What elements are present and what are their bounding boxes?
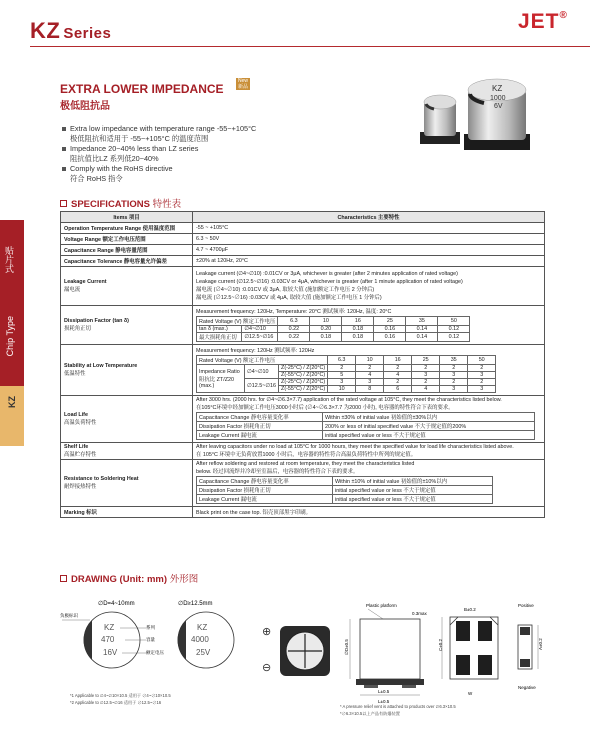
row-value (193, 396, 545, 443)
load-life-text: After 3000 hrs. (2000 hrs. for ∅4~∅6.3×7.7) application of the rated voltage at 105°C, they meet the characteristics listed below. (196, 397, 502, 403)
stability-cell: 4 (356, 372, 384, 379)
table-header-row (61, 212, 545, 223)
df-subtable (196, 316, 470, 342)
side-tab-chip-cn: 贴片式 (4, 246, 14, 273)
table-row (61, 223, 545, 234)
df-cell: 0.18 (342, 326, 374, 333)
leakage-line: Leakage current (∅12.5~∅16) :0.03CV or 4μA, whichever is greater (after 1 minute application of rated voltage) (196, 279, 463, 285)
cap1-voltage: 16V (103, 648, 118, 657)
load-life-cell: Dissipation Factor 损耗角正切 (197, 422, 323, 431)
stability-cell: 10 (328, 386, 356, 393)
dim-label: ∅D±0.5 (344, 639, 349, 655)
svg-text:1000: 1000 (490, 95, 506, 102)
spec-table (60, 211, 545, 518)
shelf-life-text-cn: 在 105°C 环境中无负荷放置1000 小时后，电容器的特性符合高温负荷特性中所列的规定值。 (196, 452, 417, 458)
row-key-cn: 漏电流 (64, 287, 81, 293)
marking-drawing (60, 595, 250, 705)
note-right: *∅6.3×10.5以上产品有防爆装置 (340, 711, 400, 716)
row-key-en: Stability at Low Temperature (64, 363, 138, 369)
load-life-cell: Leakage Current 漏电流 (197, 431, 323, 440)
series-code: KZ (30, 18, 61, 43)
df-cell: 0.12 (438, 326, 470, 333)
impedance-ratio-label: Impedance Ratio 阻抗比 ZT/Z20 (max.) (197, 365, 245, 393)
df-cell: 0.18 (310, 333, 342, 342)
table-row (61, 460, 545, 507)
side-tab-code-label: KZ (7, 396, 17, 408)
table-row (61, 443, 545, 460)
bullet-item: Comply with the RoHS directive (60, 164, 256, 174)
df-head-row (197, 317, 470, 326)
df-conditions: Measurement frequency: 120Hz, Temperature: 20°C 测试频率: 120Hz, 温度: 20°C (196, 309, 392, 315)
load-life-row (197, 422, 535, 431)
df-cell: 0.14 (406, 326, 438, 333)
df-row (197, 326, 470, 333)
leakage-line: Leakage current (∅4~∅10) :0.01CV or 3μA, whichever is greater (after 2 minutes application of rated voltage) (196, 271, 458, 277)
load-life-cell: Capacitance Change 静电容量变化率 (197, 413, 323, 422)
size-group: ∅12.5~∅16 (245, 379, 279, 393)
row-key (61, 345, 193, 396)
dim-label: L±0.5 (378, 699, 390, 704)
row-key: Capacitance Range 静电容量范围 (61, 245, 193, 256)
note-left: *2 Applicable to ∅12.5~∅16 适用于 ∅12.5~∅16 (70, 700, 162, 705)
df-head-cell: 16 (342, 317, 374, 326)
stability-head-cell: 6.3 (328, 356, 356, 365)
load-life-cell: Within ±30% of initial value 初始值的±30%以内 (323, 413, 535, 422)
solder-row (197, 477, 493, 486)
pad (478, 621, 492, 641)
df-cell: tan δ (max.) (197, 326, 242, 333)
table-row (61, 245, 545, 256)
table-row (61, 396, 545, 443)
stability-cell: 3 (468, 386, 496, 393)
note-left: *1 Applicable to ∅4~∅10×10.5 适用于 ∅4~∅10×10.5 (70, 693, 171, 698)
row-key (61, 460, 193, 507)
row-value: Black print on the case top. 铝壳顶部黑字印刷。 (193, 507, 545, 518)
bullet-item-cn: 符合 RoHS 指令 (70, 174, 123, 183)
series-title (30, 18, 111, 44)
capacitor-large-image (464, 79, 530, 150)
capacitor-small-image (420, 95, 460, 144)
cap1-capacitance: 470 (101, 635, 115, 644)
shelf-life-text: After leaving capacitors under no load at 105°C for 1000 hours, they meet the specified value for load life characteristics listed above. (196, 444, 514, 450)
cap2-capacitance: 4000 (191, 635, 209, 644)
stability-cell: Z(-55°C) / Z(20°C) (279, 386, 328, 393)
cap1-negative-mark (84, 620, 92, 660)
stability-cell: 2 (384, 379, 412, 386)
callout-capacitance: 容量 (146, 637, 155, 642)
specifications-title: SPECIFICATIONS (71, 199, 150, 210)
checkbox-square-icon (60, 200, 67, 207)
cap2-series: KZ (197, 623, 208, 632)
stability-head-row (197, 356, 496, 365)
table-row (61, 345, 545, 396)
callout-series: 系列 (146, 625, 155, 630)
bullet-item-cn: 极低阻抗和适用于 -55~+105°C 的温度范围 (70, 134, 209, 143)
bullet-item-cn: 阻抗值比LZ 系列低20~40% (70, 154, 159, 163)
bullet-item: Extra low impedance with temperature range -55~+105°C (60, 124, 256, 134)
stability-head-cell: 50 (468, 356, 496, 365)
note-right: * A pressure relief vent is attached to products over ∅6.3×10.5 (340, 704, 456, 709)
row-key: Voltage Range 额定工作电压范围 (61, 234, 193, 245)
callout-voltage: 额定电压 (146, 650, 164, 655)
dim-label: A±0.2 (538, 638, 543, 650)
product-photo (412, 72, 552, 162)
stability-cell: 3 (356, 379, 384, 386)
specifications-heading (60, 196, 181, 210)
stability-subtable (196, 355, 496, 393)
svg-text:6V: 6V (494, 103, 503, 110)
stability-head-cell: 25 (412, 356, 440, 365)
drawing-title-cn: 外形图 (169, 574, 199, 585)
solder-row (197, 495, 493, 504)
dim-label: W (468, 691, 473, 696)
row-key: Marking 标识 (61, 507, 193, 518)
stability-cell: 3 (440, 386, 468, 393)
solder-cell: Leakage Current 漏电流 (197, 495, 333, 504)
series-word: Series (63, 25, 112, 42)
side-tab-chip-en: Chip Type (5, 316, 15, 357)
cap2-voltage: 25V (196, 648, 211, 657)
top-view-drawing (258, 612, 338, 692)
load-life-cell: initial specified value or less 不大于规定值 (323, 431, 535, 440)
dim-label: B±0.2 (464, 607, 476, 612)
df-row (197, 333, 470, 342)
polarity-drawing (518, 603, 543, 690)
stability-cell: 8 (356, 386, 384, 393)
negative-label: Negative (518, 685, 536, 690)
stability-head-cell: 10 (356, 356, 384, 365)
positive-label: Positive (518, 603, 534, 608)
table-row (61, 306, 545, 345)
df-cell: 0.22 (278, 326, 310, 333)
solder-row (197, 486, 493, 495)
solder-cell: initial specified value or less 不大于规定值 (333, 486, 493, 495)
stability-cell: 2 (440, 379, 468, 386)
stability-cell: 2 (356, 365, 384, 372)
row-value: -55 ~ +105°C (193, 223, 545, 234)
specifications-title-cn: 特性表 (152, 199, 182, 210)
leakage-line: 漏电流 (∅4~∅10) :0.01CV 或 3μA, 取较大值 (施加额定工作电压 2 分钟后) (196, 287, 375, 293)
table-row (61, 267, 545, 306)
df-cell: 0.22 (278, 333, 310, 342)
table-row (61, 234, 545, 245)
row-key-en: Resistance to Soldering Heat (64, 476, 139, 482)
header-characteristics: Characteristics 主要特性 (193, 212, 545, 223)
df-head-cell: 25 (374, 317, 406, 326)
row-key-en: Dissipation Factor (tan δ) (64, 318, 129, 324)
row-key: Capacitance Tolerance 静电容量允许偏差 (61, 256, 193, 267)
dimension-drawing (338, 595, 583, 725)
dim-label: L±0.5 (378, 689, 390, 694)
row-key-cn: 高温负荷特性 (64, 420, 97, 426)
feature-title: EXTRA LOWER IMPEDANCE (60, 82, 224, 96)
side-tab-code (0, 386, 24, 446)
stability-head-cell: Rated Voltage (V) 额定工作电压 (197, 356, 328, 365)
header-items: Items 项目 (61, 212, 193, 223)
df-cell: 0.20 (310, 326, 342, 333)
stability-row (197, 365, 496, 372)
pad (456, 655, 470, 675)
df-cell: 0.18 (342, 333, 374, 342)
brand-name: JET (518, 10, 560, 33)
df-head-cell: 6.3 (278, 317, 310, 326)
load-life-row (197, 413, 535, 422)
dim-label: C±0.2 (438, 639, 443, 651)
df-cell: ∅12.5~∅16 (242, 333, 278, 342)
load-life-cell: 200% or less of initial specified value 不大于规定值的200% (323, 422, 535, 431)
df-cell: ∅4~∅10 (242, 326, 278, 333)
footprint-drawing (438, 607, 498, 696)
stability-cell: 4 (412, 386, 440, 393)
row-key (61, 443, 193, 460)
table-row (61, 507, 545, 518)
row-value (193, 267, 545, 306)
brand-logo (518, 10, 568, 34)
solder-text: After reflow soldering and restored at room temperature, they meet the characteristics listed (196, 461, 415, 467)
side-view-platform (356, 679, 424, 685)
solder-cell: initial specified value or less 不大于规定值 (333, 495, 493, 504)
cap2-negative-mark (178, 620, 186, 660)
stability-cell: 2 (412, 365, 440, 372)
stability-head-cell: 16 (384, 356, 412, 365)
row-key: Operation Temperature Range 使用温度范围 (61, 223, 193, 234)
solder-subtable (196, 476, 493, 504)
stability-cell: 3 (328, 379, 356, 386)
stability-head-cell: 35 (440, 356, 468, 365)
stability-cell: 4 (384, 372, 412, 379)
callout-negative: 负极标识 (60, 613, 78, 618)
stability-cell: 2 (328, 365, 356, 372)
solder-text-cn: below. 经过回流焊并冷却至室温后，电容器的特性符合下表的要求。 (196, 469, 359, 475)
stability-cell: 2 (468, 365, 496, 372)
stability-cell: Z(-25°C) / Z(20°C) (279, 379, 328, 386)
svg-text:KZ: KZ (492, 84, 503, 93)
dim-label: 0.3max (412, 611, 427, 616)
minus-symbol-icon: ⊖ (262, 662, 272, 674)
stability-cell: 3 (468, 372, 496, 379)
side-view-body (360, 619, 420, 679)
solder-cell: Dissipation Factor 损耗角正切 (197, 486, 333, 495)
row-value (193, 306, 545, 345)
table-row (61, 256, 545, 267)
row-value (193, 345, 545, 396)
leakage-line: 漏电流 (∅12.5~∅16) :0.03CV 或 4μA, 取较大值 (施加额定工作电压 1 分钟后) (196, 295, 382, 301)
row-key-cn: 损耗角正切 (64, 326, 91, 332)
bullet-item: Impedance 20~40% less than LZ series (60, 144, 256, 154)
cap1-dim: ∅D=4~10mm (98, 601, 135, 607)
load-life-text-cn: 在105°C环境中经加额定工作电压3000小时后 (∅4~∅6.3×7.7 为2000 小时), 电容器的特性符合下表的要求。 (196, 405, 454, 411)
solder-cell: Capacitance Change 静电容量变化率 (197, 477, 333, 486)
pad (456, 621, 470, 641)
feature-bullets (60, 124, 256, 184)
stability-cell: 2 (412, 379, 440, 386)
row-value: ±20% at 120Hz, 20°C (193, 256, 545, 267)
drawing-heading (60, 571, 198, 585)
stability-cell: 3 (440, 372, 468, 379)
cap2-dim: ∅D≥12.5mm (178, 601, 213, 607)
cap1-series: KZ (104, 623, 115, 632)
stability-cell: 2 (440, 365, 468, 372)
row-key-cn: 低温特性 (64, 371, 86, 377)
solder-cell: Within ±10% of initial value 初始值的±10%以内 (333, 477, 493, 486)
df-head-cell: 10 (310, 317, 342, 326)
stability-cell: 3 (412, 372, 440, 379)
drawing-title: DRAWING (Unit: mm) (71, 574, 168, 585)
df-cell: 0.14 (406, 333, 438, 342)
stability-cell: 6 (384, 386, 412, 393)
df-head-cell: Rated Voltage (V) 额定工作电压 (197, 317, 278, 326)
stability-cell: 2 (468, 379, 496, 386)
df-cell: 0.16 (374, 333, 406, 342)
df-cell: 0.16 (374, 326, 406, 333)
stability-conditions: Measurement frequency: 120Hz 测试频率: 120Hz (196, 348, 315, 354)
stability-cell: Z(-55°C) / Z(20°C) (279, 372, 328, 379)
row-value (193, 460, 545, 507)
stability-cell: 2 (384, 365, 412, 372)
size-group: ∅4~∅10 (245, 365, 279, 379)
row-value (193, 443, 545, 460)
row-key (61, 396, 193, 443)
header-rule (30, 46, 590, 47)
row-key-en: Load Life (64, 412, 88, 418)
load-life-subtable (196, 412, 535, 440)
new-badge: New 新品 (237, 78, 248, 90)
row-value: 4.7 ~ 4700μF (193, 245, 545, 256)
df-cell: 0.12 (438, 333, 470, 342)
checkbox-square-icon (60, 575, 67, 582)
df-head-cell: 35 (406, 317, 438, 326)
row-key (61, 267, 193, 306)
load-life-row (197, 431, 535, 440)
row-key-cn: 耐焊接热特性 (64, 484, 97, 490)
stability-cell: Z(-25°C) / Z(20°C) (279, 365, 328, 372)
row-value: 6.3 ~ 50V (193, 234, 545, 245)
pad (478, 655, 492, 675)
row-key-cn: 高温贮存特性 (64, 452, 97, 458)
feature-subtitle: 极低阻抗品 (60, 101, 110, 112)
df-head-cell: 50 (438, 317, 470, 326)
plus-symbol-icon: ⊕ (262, 626, 272, 638)
df-cell: 最大损耗角正切 (197, 333, 242, 342)
brand-mark: ® (559, 10, 568, 21)
row-key-en: Leakage Current (64, 279, 107, 285)
row-key-en: Shelf Life (64, 444, 89, 450)
plastic-platform-label: Plastic platform (366, 603, 397, 608)
stability-cell: 5 (328, 372, 356, 379)
row-key (61, 306, 193, 345)
